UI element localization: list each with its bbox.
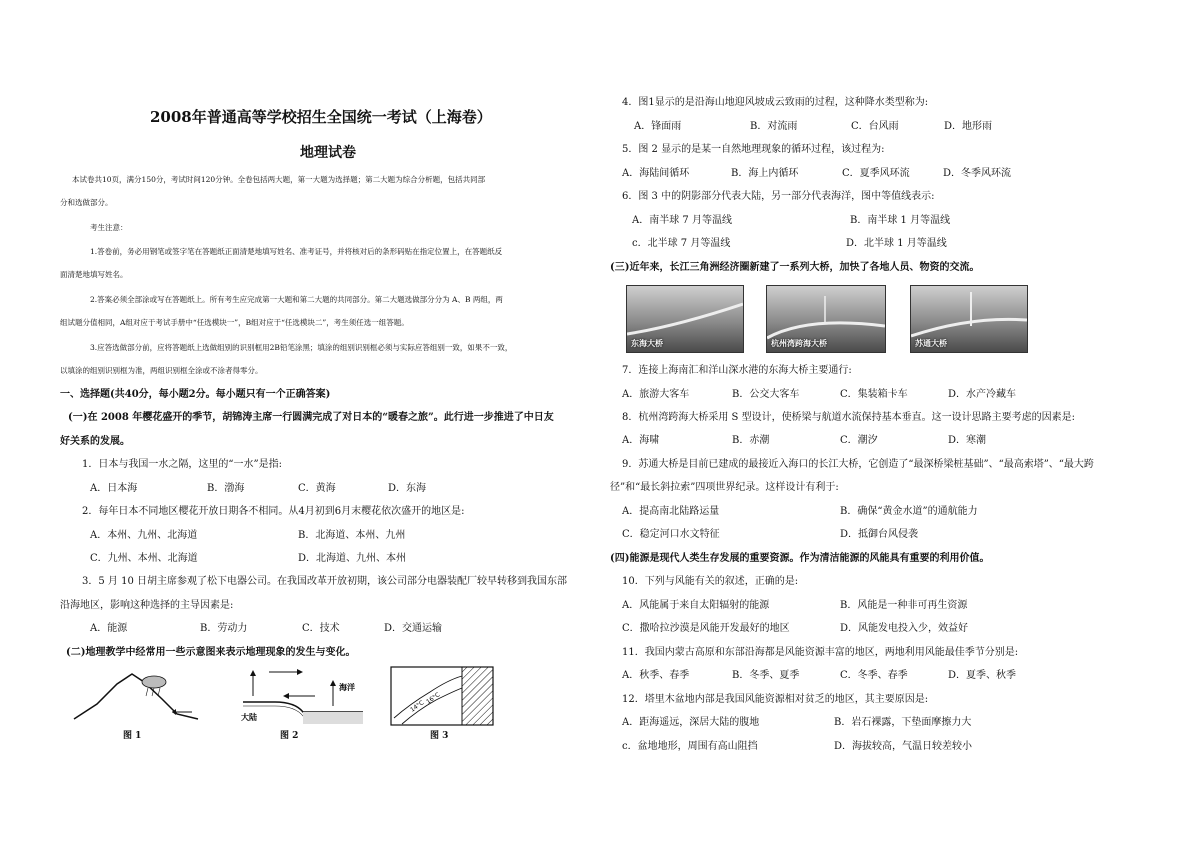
question-5: 5．图 2 显示的是某一自然地理现象的循环过程，该过程为: [622, 144, 885, 155]
option: D．寒潮 [948, 435, 987, 446]
option: C．九州、本州、北海道 [90, 553, 198, 564]
notice-3: 3.应答选做部分前，应将答题纸上选做组别的识别框用2B铅笔涂黑；填涂的组别识别框必须与实际应答组别一致，如果不一致， [90, 343, 513, 352]
figure-1-caption: 图 1 [123, 731, 142, 741]
option: A．距海遥远，深居大陆的腹地 [622, 717, 760, 728]
option: D．海拔较高，气温日较差较小 [834, 741, 973, 752]
section-heading: 一、选择题(共40分，每小题2分。每小题只有一个正确答案) [60, 389, 331, 400]
option: B．北海道、本州、九州 [298, 530, 406, 541]
page-title: 2008年普通高等学校招生全国统一考试（上海卷） [150, 108, 492, 126]
option: A．日本海 [90, 483, 138, 494]
option: A．秋季、春季 [622, 670, 690, 681]
notice-1: 面清楚地填写姓名。 [60, 270, 128, 279]
figure-2-ocean-label: 海洋 [339, 683, 355, 692]
option: C．冬季、春季 [840, 670, 908, 681]
option: A．海啸 [622, 435, 660, 446]
notice-2: 2.答案必须全部涂或写在答题纸上。所有考生应完成第一大题和第二大题的共同部分。第二大题选做部分分为 A、B 两组，两 [90, 295, 503, 304]
question-7: 7．连接上海南汇和洋山深水港的东海大桥主要通行: [622, 365, 852, 376]
group-intro: (三)近年来，长江三角洲经济圈新建了一系列大桥，加快了各地人员、物资的交流。 [610, 262, 980, 273]
option: C．黄海 [298, 483, 336, 494]
notice-3: 以填涂的组别识别框为准，两组识别框全涂或不涂者得零分。 [60, 366, 263, 375]
question-9: 9．苏通大桥是目前已建成的最接近入海口的长江大桥，它创造了“最深桥梁桩基础”、“最高索塔”、“最大跨 [622, 459, 1094, 470]
option: B．劳动力 [200, 623, 248, 634]
figure-2-land-label: 大陆 [241, 713, 257, 722]
option: B．公交大客车 [732, 389, 800, 400]
question-2: 2．每年日本不同地区樱花开放日期各不相同。从4月初到6月末樱花依次盛开的地区是: [82, 506, 465, 517]
photo-label: 苏通大桥 [915, 338, 947, 348]
question-4: 4．图1显示的是沿海山地迎风坡成云致雨的过程，这种降水类型称为: [622, 97, 929, 108]
option: B．冬季、夏季 [732, 670, 800, 681]
question-11: 11．我国内蒙古高原和东部沿海都是风能资源丰富的地区，两地利用风能最佳季节分别是: [622, 647, 1019, 658]
option: C．撒哈拉沙漠是风能开发最好的地区 [622, 623, 790, 634]
option: B．海上内循环 [731, 168, 799, 179]
group-intro: (二)地理教学中经常用一些示意图来表示地理现象的发生与变化。 [66, 647, 356, 658]
option: B．风能是一种非可再生资源 [840, 600, 968, 611]
option: A．锋面雨 [634, 121, 682, 132]
option: B．岩石裸露，下垫面摩擦力大 [834, 717, 972, 728]
figure-1 [72, 664, 200, 726]
option: B．渤海 [207, 483, 245, 494]
photo-label: 东海大桥 [631, 338, 663, 348]
option: D．北海道、九州、本州 [298, 553, 407, 564]
option: C．技术 [302, 623, 340, 634]
option: D．交通运输 [384, 623, 443, 634]
option: D．东海 [388, 483, 427, 494]
group-intro: (四)能源是现代人类生存发展的重要资源。作为清洁能源的风能具有重要的利用价值。 [610, 553, 990, 564]
option: D．冬季风环流 [943, 168, 1012, 179]
option: D．夏季、秋季 [948, 670, 1017, 681]
option: D．北半球 1 月等温线 [846, 238, 947, 249]
option: B．确保“黄金水道”的通航能力 [840, 506, 978, 517]
question-12: 12．塔里木盆地内部是我国风能资源相对贫乏的地区，其主要原因是: [622, 694, 929, 705]
option: C．潮汐 [840, 435, 878, 446]
option: D．水产冷藏车 [948, 389, 1017, 400]
option: D．地形雨 [944, 121, 993, 132]
group-intro: (一)在 2008 年樱花盛开的季节，胡锦涛主席一行圆满完成了对日本的“暖春之旅”。此行进一步推进了中日友 [68, 412, 554, 423]
page-subtitle: 地理试卷 [300, 145, 356, 161]
question-6: 6．图 3 中的阴影部分代表大陆，另一部分代表海洋，图中等值线表示: [622, 191, 935, 202]
option: A．南半球 7 月等温线 [632, 215, 732, 226]
notice-1: 1.答卷前，务必用钢笔或签字笔在答题纸正面清楚地填写姓名、准考证号，并将核对后的条形码贴在指定位置上，在答题纸反 [90, 247, 503, 256]
option: C．集装箱卡车 [840, 389, 908, 400]
bridge-photo [766, 285, 886, 353]
intro-text: 分和选做部分。 [60, 198, 113, 207]
question-10: 10．下列与风能有关的叙述，正确的是: [622, 576, 799, 587]
intro-text: 本试卷共10页，满分150分，考试时间120分钟。全卷包括两大题，第一大题为选择题；第二大题为综合分析题，包括共同部 [72, 175, 486, 184]
question-1: 1．日本与我国一水之隔，这里的“一水”是指: [82, 459, 282, 470]
question-9: 径”和“最长斜拉索”四项世界纪录。这样设计有利于: [610, 482, 839, 493]
option: A．风能属于来自太阳辐射的能源 [622, 600, 770, 611]
option: c．北半球 7 月等温线 [632, 238, 731, 249]
figure-2 [235, 666, 365, 726]
option: B．南半球 1 月等温线 [850, 215, 951, 226]
group-intro: 好关系的发展。 [60, 436, 130, 447]
option: A．本州、九州、北海道 [90, 530, 198, 541]
option: C．台风雨 [851, 121, 899, 132]
notice-title: 考生注意： [90, 223, 128, 232]
notice-2: 组试题分值相同，A组对应于考试手册中“任选模块一”，B组对应于“任选模块二”，考生须任选一组答题。 [60, 318, 409, 327]
option: A．提高南北陆路运量 [622, 506, 720, 517]
option: c．盆地地形，周围有高山阻挡 [622, 741, 758, 752]
bridge-photo [626, 285, 744, 353]
question-8: 8．杭州湾跨海大桥采用 S 型设计，使桥梁与航道水流保持基本垂直。这一设计思路主要考虑的因素是: [622, 412, 1075, 423]
isotherm-label-1: 14°C [409, 699, 426, 714]
option: B．赤潮 [732, 435, 770, 446]
option: A．能源 [90, 623, 128, 634]
figure-3 [390, 666, 494, 726]
figure-3-caption: 图 3 [430, 731, 449, 741]
option: A．旅游大客车 [622, 389, 690, 400]
question-3: 沿海地区，影响这种选择的主导因素是: [60, 600, 234, 611]
isotherm-label-2: 16°C [425, 691, 442, 706]
option: C．稳定河口水文特征 [622, 529, 720, 540]
option: D．抵御台风侵袭 [840, 529, 919, 540]
question-3: 3．5 月 10 日胡主席参观了松下电器公司。在我国改革开放初期，该公司部分电器装配厂较早转移到我国东部 [82, 576, 567, 587]
option: D．风能发电投入少，效益好 [840, 623, 969, 634]
figure-2-caption: 图 2 [280, 731, 299, 741]
bridge-photo [910, 285, 1028, 353]
option: B．对流雨 [750, 121, 798, 132]
option: C．夏季风环流 [842, 168, 910, 179]
option: A．海陆间循环 [622, 168, 690, 179]
photo-label: 杭州湾跨海大桥 [771, 338, 827, 348]
